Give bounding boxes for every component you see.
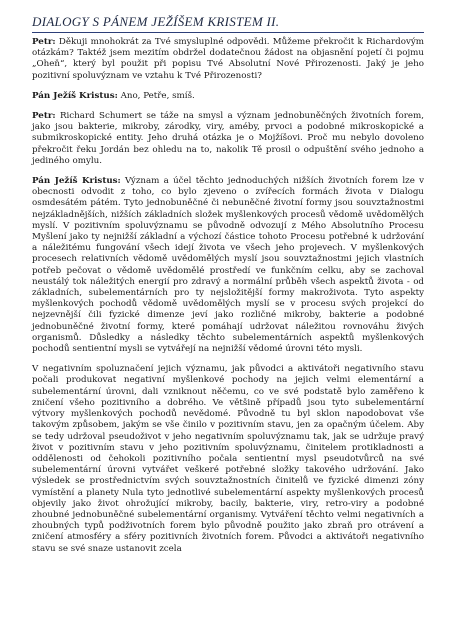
speaker-label: Pán Ježíš Kristus:	[32, 176, 121, 187]
document-page	[32, 14, 424, 564]
paragraph-text: V negativním spoluznačení jejich významu, jak původci a aktivátoři negativního stavu počali produkovat negativní myšlenkové pochody na jejich velmi elementární a subelementární úrovni, dali vzniknout něčemu, co ve své podstatě bylo zaměřeno k zničení všeho pozitivního a dobrého. Ve většině případů jsou tyto subelementární výtvory myšlenkových pochodů nevědomé. Původně tu byl sklon napodobovat vše takovým způsobem, jakým se vše činilo v pozitivním stavu, jen za opačným účelem. Aby se tedy udržoval pseudoživot v jeho negativním spoluvýznamu tak, jak se udržuje pravý život v pozitivním stavu v jeho pozitivním spoluvýznamu, činitelem protikladnosti a oddělenosti od čehokoli pozitivního počala sentientní mysl pseudotvůrců na své subelementární úrovni vytvářet veškeré potřebné složky takového udržování. Jako výsledek se prostřednictvím svých souvztažnostních činitelů ve fyzické dimenzi zóny vymístění a planety Nula tyto jednotlivé subelementární aspekty myšlenkových procesů objevily jako život ohrožující mikroby, bacily, bakterie, viry, retro-viry a podobné zhoubné jednobuněčné subelementární organismy. Vytváření těchto velmi negativních a zhoubných typů podživotních forem bylo původně použito jako zbraň pro otrávení a zničení atmosféry a sféry pozitivních životních forem. Původci a aktivátoři negativního stavu se své snaze ustanovit zcela	[32, 364, 424, 554]
paragraph	[32, 176, 424, 355]
paragraph	[32, 37, 424, 82]
paragraph-text: Děkuji mnohokrát za Tvé smysluplné odpovědi. Můžeme překročit k Richardovým otázkám? Taktéž jsem mezitím obdržel dodatečnou žádost na objasnění pojetí či pojmu „Oheň“, který byl použit při popisu Tvé Absolutní Nové Přirozenosti. Jaký je jeho pozitivní spoluvýznam ve vztahu k Tvé Přirozenosti?	[32, 37, 424, 81]
paragraph-text: Ano, Petře, smíš.	[117, 90, 195, 101]
paragraph	[32, 364, 424, 554]
speaker-label: Pán Ježíš Kristus:	[32, 90, 118, 101]
speaker-label: Petr:	[32, 37, 56, 47]
paragraph	[32, 91, 424, 102]
paragraph-text: Richard Schumert se táže na smysl a význam jednobuněčných životních forem, jako jsou bakterie, mikroby, zárodky, viry, améby, prvoci a podobné mikroskopické a submikroskopické entity. Jeho druhá otázka je o Mojžíšovi. Proč mu nebylo dovoleno překročit řeku Jordán bez ohledu na to, nakolik Tě prosil o odpuštění svého jednoho a jediného omylu.	[32, 111, 424, 166]
paragraph-text: Význam a účel těchto jednoduchých nižších životních forem lze v obecnosti odvodit z toho, co bylo zjeveno o zvířecích formách života v Dialogu osmdesátém pátém. Tyto jednobuněčné či nebuněčné životní formy jsou souvztažnostmi nejzákladnějších, nižších základních složek myšlenkových procesů vědomě uvědomělých myslí. V pozitivním spoluvýznamu se původně odvozují z Mého Absolutního Procesu Myšlení jako ty nejnižší základní a výchozí částice tohoto Procesu potřebné k udržování a náležitému fungování všech idejí života ve všech jeho projevech. V myšlenkových procesech relativních vědomě uvědomělých myslí jsou souvztažnostmi jejich vlastních potřeb pečovat o vědomě uvědomělé prostředí ve funkčním celku, aby se zachoval neustálý tok náležitých energií pro zdravý a normální průběh všech aspektů života - od základních, subelementárních pro ty nejsložitější formy makroživota. Tyto aspekty myšlenkových pochodů vědomě uvědomělých myslí se v procesu svých projekcí do nejzevnější čili fyzické dimenze jeví jako rozličné mikroby, bakterie a podobné jednobuněčné životní formy, které pomáhají udržovat náležitou rovnováhu živých organismů. Důsledky a následky těchto subelementárních aspektů myšlenkových pochodů sentientní mysli se vytvářejí na nejnižší vědomé úrovni této mysli.	[32, 176, 424, 355]
speaker-label: Petr:	[32, 111, 56, 122]
paragraph	[32, 111, 424, 167]
running-header: DIALOGY S PÁNEM JEŽÍŠEM KRISTEM II.	[32, 14, 424, 33]
